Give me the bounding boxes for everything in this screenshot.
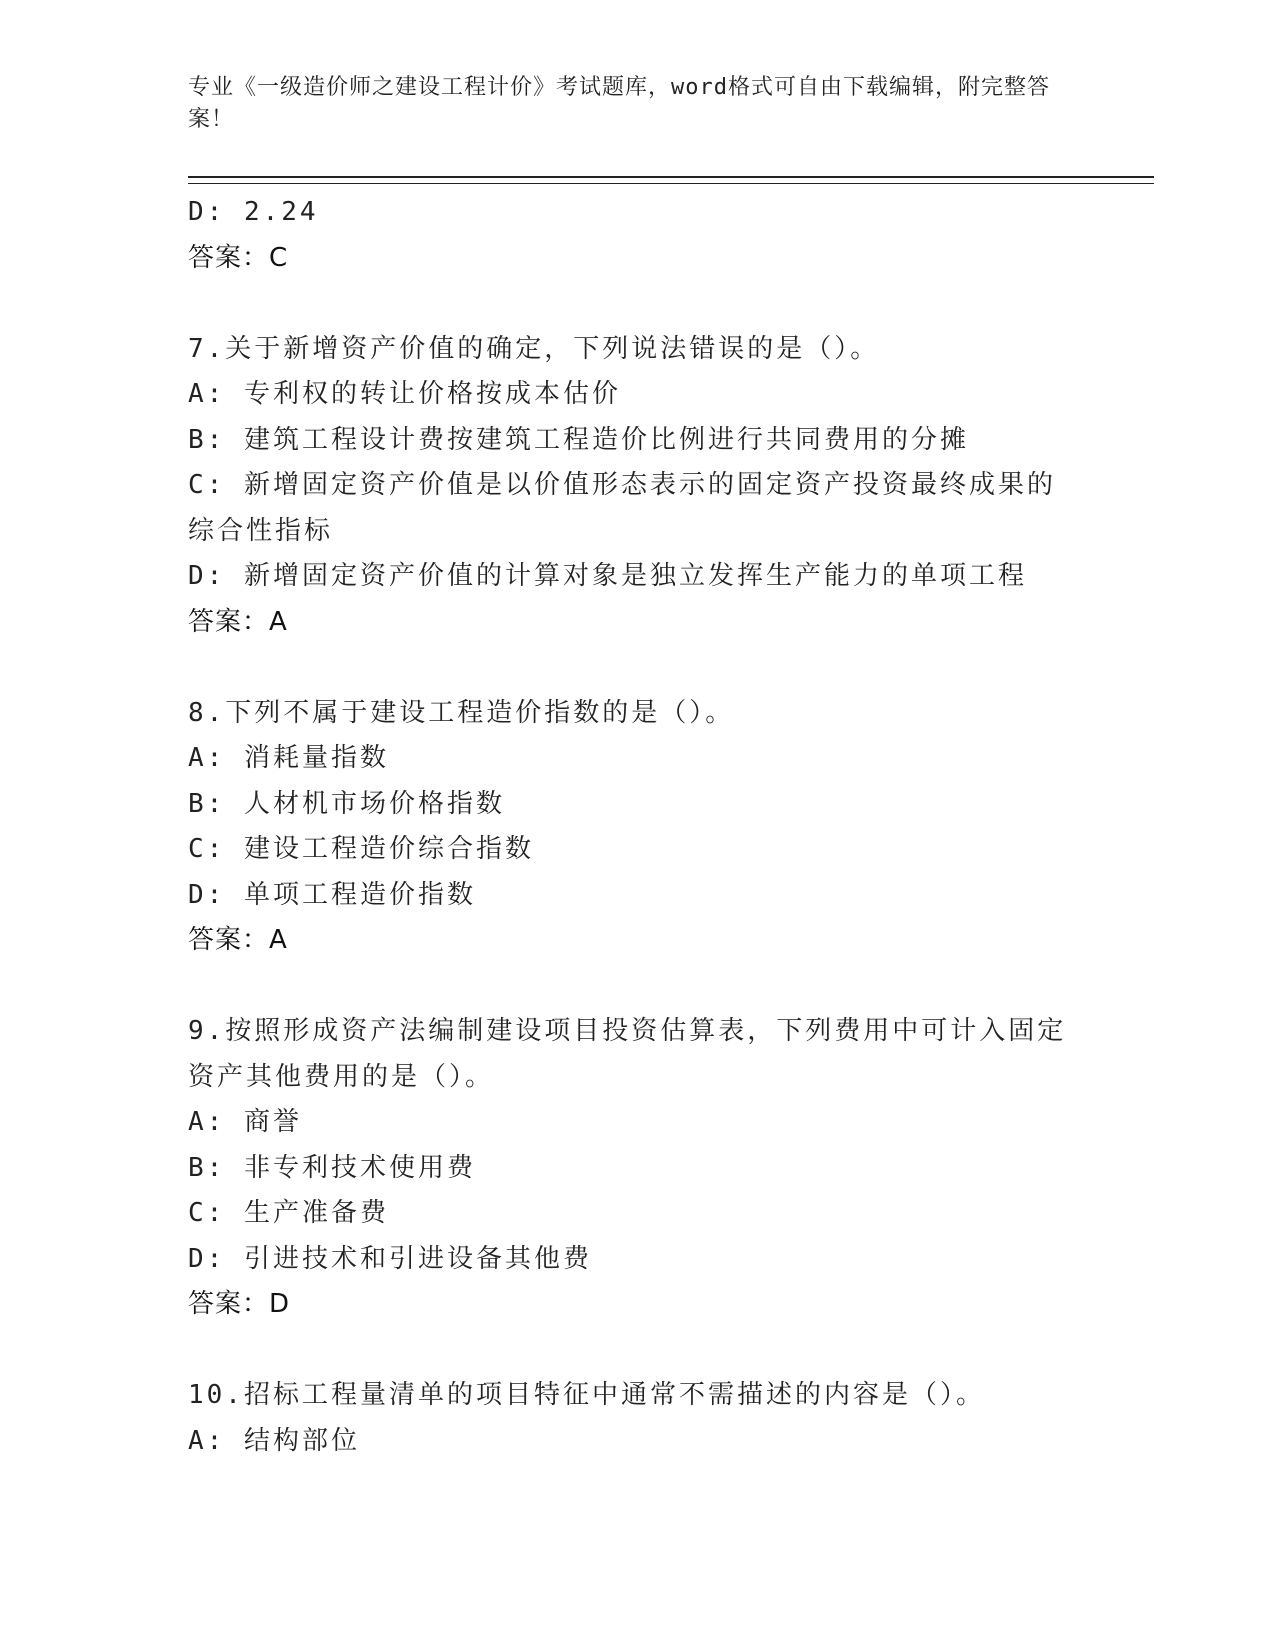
option-b: B: 人材机市场价格指数: [188, 788, 505, 819]
spacer: [188, 1328, 1078, 1374]
option-d: D: 新增固定资产价值的计算对象是独立发挥生产能力的单项工程: [188, 561, 1027, 591]
document-body: [188, 190, 1078, 1464]
option-c: C: 建设工程造价综合指数: [188, 834, 534, 864]
question-8: [188, 691, 1078, 964]
option-a: A: 商誉: [188, 1107, 302, 1137]
answer: 答案：A: [188, 925, 288, 955]
option-a: A: 结构部位: [188, 1425, 360, 1456]
question-7: [188, 327, 1078, 646]
option-c: C: 生产准备费: [188, 1198, 389, 1228]
question-stem: 9.按照形成资产法编制建设项目投资估算表，下列费用中可计入固定资产其他费用的是（）。: [188, 1016, 1067, 1092]
option-d: D: 单项工程造价指数: [188, 879, 476, 910]
option-d: D: 引进技术和引进设备其他费: [188, 1243, 592, 1274]
document-header: 专业《一级造价师之建设工程计价》考试题库，word格式可自由下载编辑，附完整答案！: [188, 75, 1050, 132]
option-b: B: 建筑工程设计费按建筑工程造价比例进行共同费用的分摊: [188, 424, 969, 455]
question-9: [188, 1009, 1078, 1328]
header-divider-thin: [188, 183, 1154, 184]
spacer: [188, 645, 1078, 691]
option-a: A: 专利权的转让价格按成本估价: [188, 379, 621, 409]
option-a: A: 消耗量指数: [188, 743, 389, 773]
spacer: [188, 964, 1078, 1010]
question-stem: 8.下列不属于建设工程造价指数的是（）。: [188, 697, 735, 728]
option-b: B: 非专利技术使用费: [188, 1152, 476, 1183]
question-stem: 10.招标工程量清单的项目特征中通常不需描述的内容是（）。: [188, 1380, 985, 1410]
question-stem: 7.关于新增资产价值的确定，下列说法错误的是（）。: [188, 333, 880, 364]
answer: 答案：A: [188, 606, 288, 637]
spacer: [188, 281, 1078, 327]
option-c: C: 新增固定资产价值是以价值形态表示的固定资产投资最终成果的综合性指标: [188, 470, 1056, 546]
question-6-answer: 答案：C: [188, 242, 289, 273]
question-6-option-d: D: 2.24: [188, 197, 319, 227]
question-10: [188, 1373, 1078, 1464]
header-divider-thick: [188, 176, 1154, 178]
answer: 答案：D: [188, 1289, 291, 1319]
